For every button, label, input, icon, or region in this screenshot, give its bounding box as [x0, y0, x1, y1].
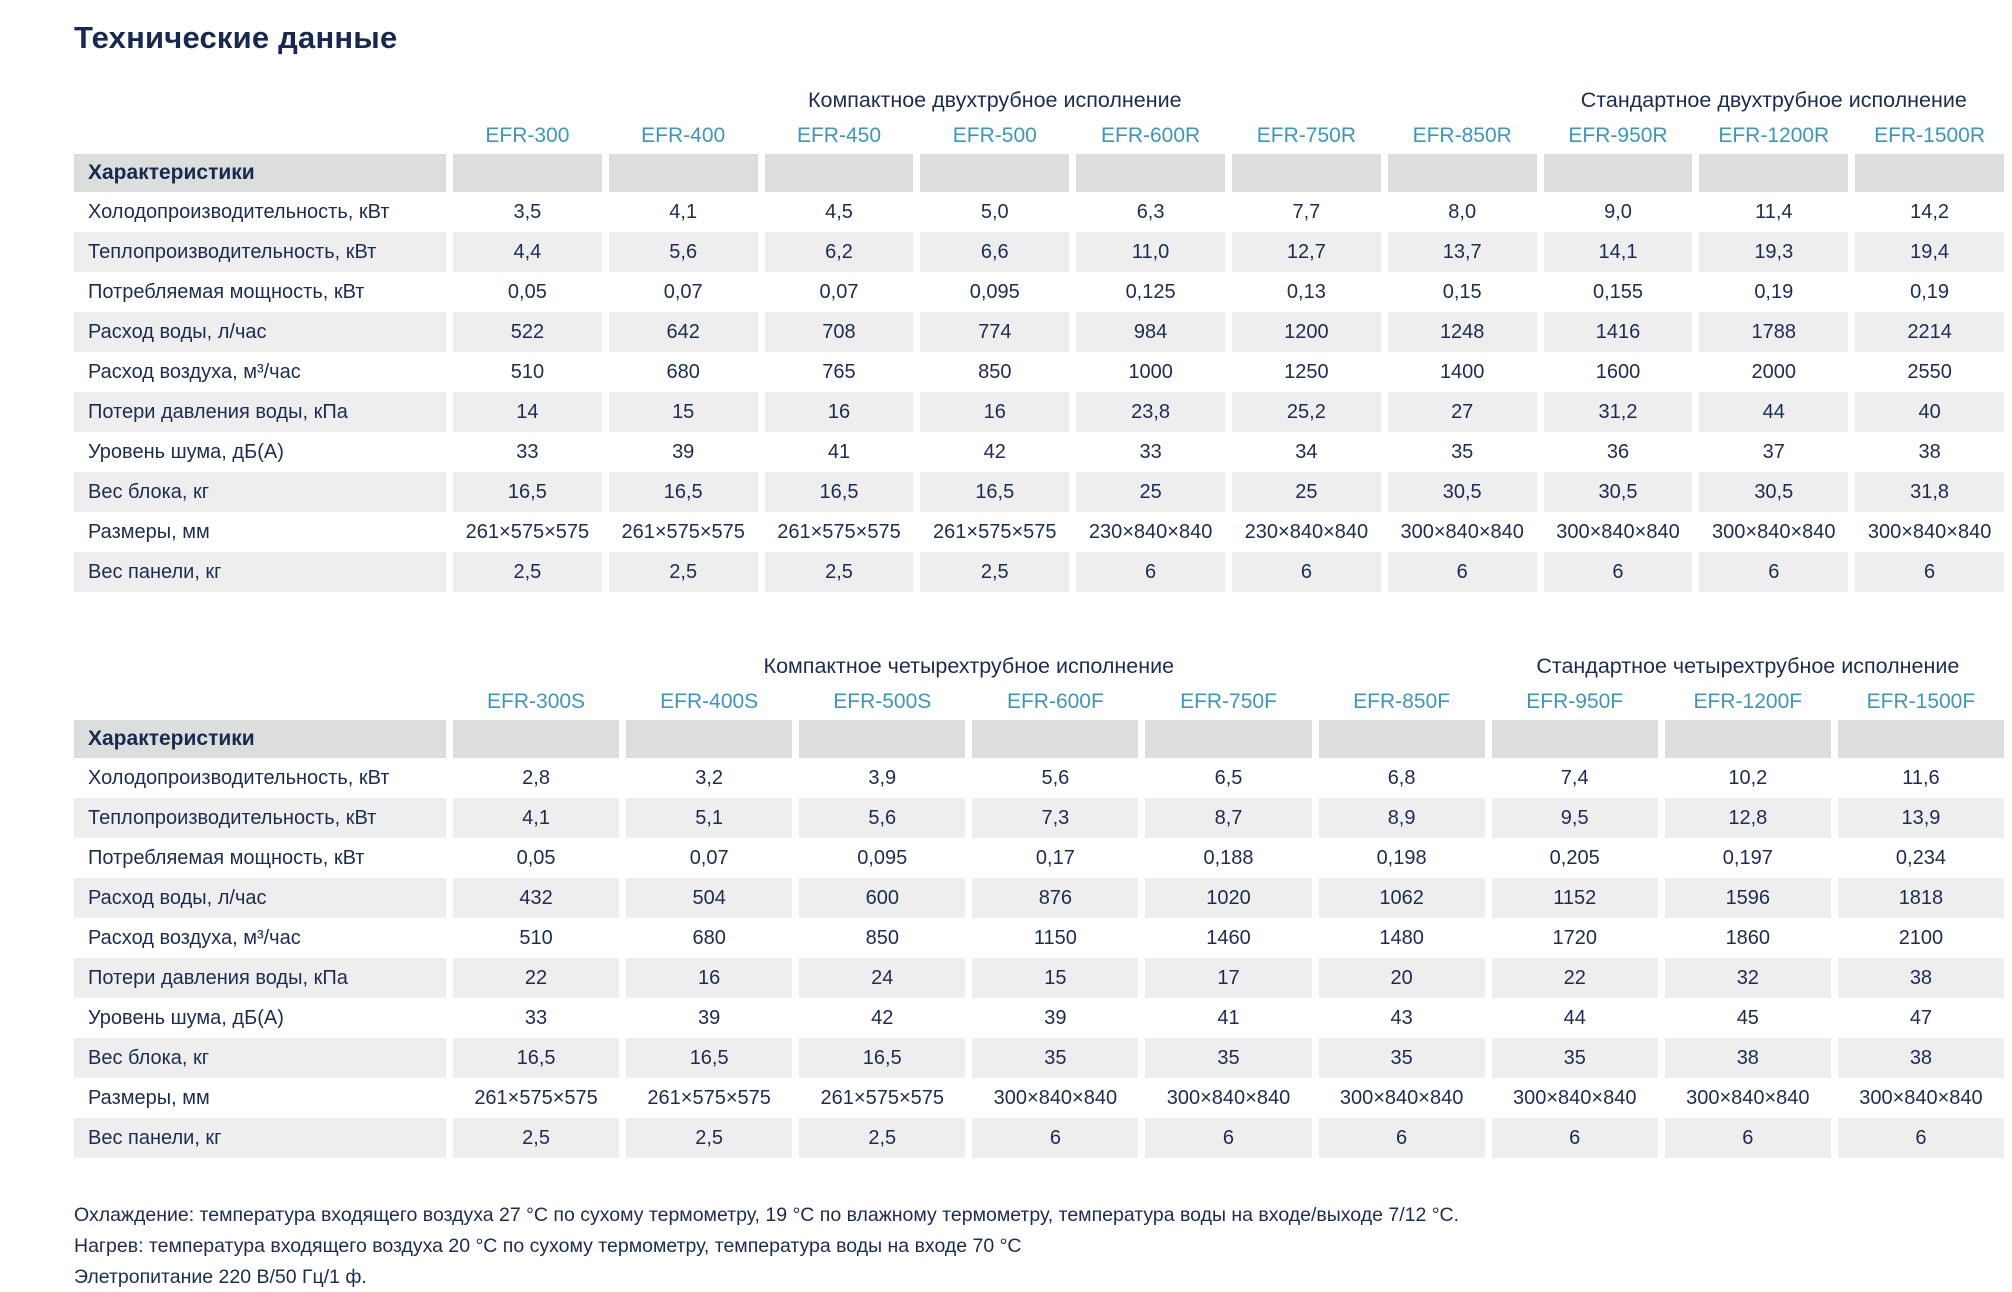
- group-header: Стандартное двухтрубное исполнение: [1580, 87, 1967, 112]
- model-header: EFR-300: [485, 124, 570, 147]
- value-cell: 40: [1855, 392, 2004, 432]
- model-header: EFR-500S: [833, 690, 932, 713]
- header-cell: [765, 154, 914, 192]
- header-cell: [799, 720, 965, 758]
- value-cell: 0,19: [1910, 280, 1950, 303]
- value-cell: 1788: [1699, 312, 1848, 352]
- value-cell: 6: [1838, 1118, 2004, 1158]
- row-label: Вес панели, кг: [74, 1118, 446, 1158]
- value-cell: 44: [1699, 392, 1848, 432]
- value-cell: 261×575×575: [820, 1086, 944, 1109]
- value-cell: 38: [1918, 440, 1941, 463]
- model-header: EFR-1500R: [1874, 124, 1986, 147]
- model-header: EFR-600F: [1006, 690, 1104, 713]
- value-cell: 0,188: [1203, 846, 1254, 869]
- value-cell: 850: [978, 360, 1012, 383]
- row-label: Уровень шума, дБ(А): [88, 1006, 284, 1029]
- value-cell: 22: [1492, 958, 1658, 998]
- value-cell: 14,2: [1910, 200, 1950, 223]
- header-cell: [609, 154, 758, 192]
- value-cell: 300×840×840: [1400, 520, 1524, 543]
- characteristics-header: Характеристики: [74, 154, 446, 192]
- value-cell: 33: [516, 440, 539, 463]
- row-label: Потребляемая мощность, кВт: [88, 846, 365, 869]
- row-label: Потери давления воды, кПа: [74, 958, 446, 998]
- value-cell: 27: [1388, 392, 1537, 432]
- header-cell: [972, 720, 1138, 758]
- value-cell: 43: [1390, 1006, 1413, 1029]
- value-cell: 504: [626, 878, 792, 918]
- header-cell: [1388, 154, 1537, 192]
- value-cell: 6,2: [765, 232, 914, 272]
- value-cell: 12,7: [1232, 232, 1381, 272]
- value-cell: 14: [453, 392, 602, 432]
- header-cell: [1838, 720, 2004, 758]
- value-cell: 8,7: [1145, 798, 1311, 838]
- value-cell: 1600: [1595, 360, 1641, 383]
- value-cell: 41: [1217, 1006, 1240, 1029]
- value-cell: 0,13: [1286, 280, 1326, 303]
- header-cell: [1232, 154, 1381, 192]
- row-label: Размеры, мм: [88, 520, 210, 543]
- value-cell: 12,8: [1665, 798, 1831, 838]
- value-cell: 6: [1544, 552, 1693, 592]
- model-header: EFR-1200F: [1693, 690, 1803, 713]
- footnote-cooling: Охлаждение: температура входящего воздуха 27 °С по сухому термометру, 19 °С по влажному термометру, температура воды на входе/выходе 7/12 °С.: [74, 1204, 1460, 1226]
- model-header: EFR-950F: [1526, 690, 1624, 713]
- row-label: Теплопроизводительность, кВт: [74, 798, 446, 838]
- value-cell: 1150: [1033, 926, 1077, 949]
- value-cell: 261×575×575: [933, 520, 1057, 543]
- value-cell: 2100: [1898, 926, 1944, 949]
- value-cell: 19,3: [1699, 232, 1848, 272]
- value-cell: 2550: [1907, 360, 1952, 383]
- value-cell: 300×840×840: [1339, 1086, 1464, 1109]
- footnote-heating: Нагрев: температура входящего воздуха 20 °С по сухому термометру, температура воды на входе 70 °С: [74, 1235, 1022, 1257]
- model-header: EFR-400: [641, 124, 726, 147]
- value-cell: 15: [972, 958, 1138, 998]
- value-cell: 16: [765, 392, 914, 432]
- value-cell: 6: [1145, 1118, 1311, 1158]
- row-label: Вес блока, кг: [74, 472, 446, 512]
- row-label: Уровень шума, дБ(А): [88, 440, 284, 463]
- value-cell: 16: [626, 958, 792, 998]
- value-cell: 45: [1736, 1006, 1759, 1029]
- row-label: Расход воды, л/час: [74, 312, 446, 352]
- value-cell: 2,5: [799, 1118, 965, 1158]
- value-cell: 6: [1492, 1118, 1658, 1158]
- value-cell: 23,8: [1076, 392, 1225, 432]
- value-cell: 6: [1232, 552, 1381, 592]
- row-label: Теплопроизводительность, кВт: [74, 232, 446, 272]
- value-cell: 1720: [1552, 926, 1597, 949]
- value-cell: 1152: [1492, 878, 1658, 918]
- value-cell: 3,5: [513, 200, 542, 223]
- model-header: EFR-850R: [1412, 124, 1512, 147]
- value-cell: 39: [672, 440, 695, 463]
- value-cell: 680: [692, 926, 726, 949]
- model-header: EFR-450: [796, 124, 881, 147]
- value-cell: 34: [1295, 440, 1318, 463]
- value-cell: 1860: [1725, 926, 1771, 949]
- value-cell: 30,5: [1699, 472, 1848, 512]
- header-cell: [1544, 154, 1693, 192]
- value-cell: 10,2: [1728, 766, 1768, 789]
- value-cell: 30,5: [1388, 472, 1537, 512]
- value-cell: 44: [1563, 1006, 1586, 1029]
- value-cell: 42: [983, 440, 1006, 463]
- group-header: Компактное двухтрубное исполнение: [807, 87, 1182, 112]
- value-cell: 230×840×840: [1244, 520, 1369, 543]
- row-label: Расход воздуха, м³/час: [88, 360, 301, 383]
- value-cell: 8,9: [1319, 798, 1485, 838]
- value-cell: 39: [698, 1006, 721, 1029]
- value-cell: 1596: [1665, 878, 1831, 918]
- header-cell: [920, 154, 1069, 192]
- value-cell: 4,1: [669, 200, 698, 223]
- row-label: Размеры, мм: [88, 1086, 210, 1109]
- value-cell: 6,5: [1214, 766, 1243, 789]
- value-cell: 2,5: [626, 1118, 792, 1158]
- value-cell: 1460: [1206, 926, 1251, 949]
- row-label: Потребляемая мощность, кВт: [88, 280, 365, 303]
- value-cell: 774: [920, 312, 1069, 352]
- value-cell: 41: [827, 440, 851, 463]
- value-cell: 5,0: [980, 200, 1009, 223]
- value-cell: 2,8: [522, 766, 550, 789]
- model-header: EFR-300S: [487, 690, 586, 713]
- value-cell: 2214: [1855, 312, 2004, 352]
- value-cell: 39: [1044, 1006, 1067, 1029]
- value-cell: 0,095: [857, 846, 908, 869]
- two-pipe-table: [74, 82, 2004, 592]
- value-cell: 35: [1492, 1038, 1658, 1078]
- value-cell: 0,15: [1442, 280, 1482, 303]
- value-cell: 4,4: [453, 232, 602, 272]
- row-label: Вес панели, кг: [74, 552, 446, 592]
- value-cell: 680: [666, 360, 700, 383]
- row-label: Расход воды, л/час: [74, 878, 446, 918]
- value-cell: 16,5: [626, 1038, 792, 1078]
- value-cell: 16,5: [453, 472, 602, 512]
- value-cell: 3,9: [868, 766, 897, 789]
- value-cell: 765: [822, 360, 856, 383]
- value-cell: 261×575×575: [777, 520, 901, 543]
- value-cell: 1818: [1838, 878, 2004, 918]
- value-cell: 5,6: [1041, 766, 1070, 789]
- row-label: Расход воздуха, м³/час: [88, 926, 301, 949]
- header-cell: [1699, 154, 1848, 192]
- value-cell: 2,5: [920, 552, 1069, 592]
- value-cell: 0,095: [969, 280, 1020, 303]
- value-cell: 32: [1665, 958, 1831, 998]
- row-label: Холодопроизводительность, кВт: [88, 766, 390, 789]
- value-cell: 47: [1909, 1006, 1933, 1029]
- value-cell: 850: [865, 926, 899, 949]
- value-cell: 2,5: [453, 1118, 619, 1158]
- value-cell: 261×575×575: [647, 1086, 771, 1109]
- value-cell: 6: [1699, 552, 1848, 592]
- value-cell: 5,6: [609, 232, 758, 272]
- page-title: Технические данные: [74, 20, 398, 55]
- value-cell: 17: [1145, 958, 1311, 998]
- value-cell: 15: [609, 392, 758, 432]
- value-cell: 1000: [1128, 360, 1173, 383]
- value-cell: 25: [1076, 472, 1225, 512]
- value-cell: 6: [1665, 1118, 1831, 1158]
- value-cell: 0,17: [1035, 846, 1075, 869]
- value-cell: 0,05: [507, 280, 547, 303]
- value-cell: 2,5: [765, 552, 914, 592]
- model-header: EFR-1500F: [1866, 690, 1976, 713]
- value-cell: 30,5: [1544, 472, 1693, 512]
- header-cell: [1076, 154, 1225, 192]
- value-cell: 11,6: [1902, 766, 1940, 789]
- four-pipe-table: [74, 648, 2004, 1158]
- value-cell: 0,07: [819, 280, 859, 303]
- value-cell: 984: [1076, 312, 1225, 352]
- value-cell: 1020: [1145, 878, 1311, 918]
- model-header: EFR-950R: [1568, 124, 1668, 147]
- value-cell: 300×840×840: [1166, 1086, 1291, 1109]
- value-cell: 300×840×840: [1512, 1086, 1637, 1109]
- value-cell: 35: [972, 1038, 1138, 1078]
- value-cell: 0,155: [1592, 280, 1644, 303]
- model-header: EFR-400S: [660, 690, 759, 713]
- value-cell: 6,3: [1136, 200, 1165, 223]
- value-cell: 9,0: [1604, 200, 1632, 223]
- value-cell: 33: [1139, 440, 1162, 463]
- value-cell: 16,5: [799, 1038, 965, 1078]
- value-cell: 37: [1762, 440, 1785, 463]
- model-header: EFR-600R: [1100, 124, 1201, 147]
- footnote-power-supply: Элетропитание 220 В/50 Гц/1 ф.: [74, 1266, 367, 1288]
- value-cell: 300×840×840: [1859, 1086, 1983, 1109]
- value-cell: 510: [519, 926, 553, 949]
- value-cell: 33: [524, 1006, 548, 1029]
- value-cell: 1062: [1319, 878, 1485, 918]
- value-cell: 0,205: [1549, 846, 1600, 869]
- group-header: Компактное четырехтрубное исполнение: [763, 653, 1175, 678]
- value-cell: 0,19: [1754, 280, 1794, 303]
- row-label: Потери давления воды, кПа: [74, 392, 446, 432]
- header-cell: [1319, 720, 1485, 758]
- value-cell: 31,2: [1544, 392, 1693, 432]
- header-cell: [1145, 720, 1311, 758]
- row-label: Вес блока, кг: [74, 1038, 446, 1078]
- value-cell: 300×840×840: [1686, 1086, 1810, 1109]
- value-cell: 1480: [1379, 926, 1424, 949]
- value-cell: 300×840×840: [993, 1086, 1118, 1109]
- group-header: Стандартное четырехтрубное исполнение: [1536, 653, 1960, 678]
- value-cell: 9,5: [1492, 798, 1658, 838]
- value-cell: 31,8: [1855, 472, 2004, 512]
- row-label: Холодопроизводительность, кВт: [88, 200, 390, 223]
- model-header: EFR-1200R: [1718, 124, 1830, 147]
- value-cell: 0,07: [663, 280, 703, 303]
- value-cell: 16,5: [609, 472, 758, 512]
- value-cell: 261×575×575: [474, 1086, 598, 1109]
- value-cell: 19,4: [1855, 232, 2004, 272]
- value-cell: 876: [972, 878, 1138, 918]
- header-cell: [1492, 720, 1658, 758]
- value-cell: 6: [972, 1118, 1138, 1158]
- model-header: EFR-750F: [1180, 690, 1277, 713]
- value-cell: 6: [1319, 1118, 1485, 1158]
- header-cell: [453, 154, 602, 192]
- value-cell: 600: [799, 878, 965, 918]
- value-cell: 38: [1838, 1038, 2004, 1078]
- value-cell: 0,198: [1376, 846, 1427, 869]
- value-cell: 35: [1319, 1038, 1485, 1078]
- value-cell: 6,6: [920, 232, 1069, 272]
- value-cell: 42: [871, 1006, 894, 1029]
- value-cell: 708: [765, 312, 914, 352]
- value-cell: 0,197: [1722, 846, 1773, 869]
- footnotes: [74, 1204, 2002, 1288]
- value-cell: 0,07: [689, 846, 729, 869]
- value-cell: 432: [453, 878, 619, 918]
- characteristics-header: Характеристики: [74, 720, 446, 758]
- value-cell: 3,2: [695, 766, 724, 789]
- value-cell: 300×840×840: [1712, 520, 1836, 543]
- value-cell: 16,5: [453, 1038, 619, 1078]
- header-cell: [626, 720, 792, 758]
- value-cell: 35: [1451, 440, 1474, 463]
- value-cell: 7,4: [1560, 766, 1589, 789]
- value-cell: 6: [1855, 552, 2004, 592]
- value-cell: 16: [920, 392, 1069, 432]
- value-cell: 1416: [1544, 312, 1693, 352]
- value-cell: 261×575×575: [465, 520, 590, 543]
- value-cell: 4,5: [825, 200, 853, 223]
- value-cell: 6,8: [1387, 766, 1416, 789]
- value-cell: 36: [1606, 440, 1630, 463]
- header-cell: [1855, 154, 2004, 192]
- header-cell: [1665, 720, 1831, 758]
- value-cell: 0,125: [1125, 280, 1176, 303]
- value-cell: 261×575×575: [621, 520, 745, 543]
- value-cell: 16,5: [765, 472, 914, 512]
- value-cell: 7,7: [1292, 200, 1321, 223]
- value-cell: 8,0: [1448, 200, 1477, 223]
- value-cell: 5,1: [626, 798, 792, 838]
- value-cell: 25: [1232, 472, 1381, 512]
- value-cell: 11,0: [1076, 232, 1225, 272]
- value-cell: 14,1: [1544, 232, 1693, 272]
- model-header: EFR-500: [952, 124, 1037, 147]
- value-cell: 22: [453, 958, 619, 998]
- value-cell: 230×840×840: [1088, 520, 1213, 543]
- value-cell: 20: [1319, 958, 1485, 998]
- value-cell: 522: [453, 312, 602, 352]
- value-cell: 24: [799, 958, 965, 998]
- value-cell: 38: [1665, 1038, 1831, 1078]
- value-cell: 0,05: [516, 846, 556, 869]
- value-cell: 6: [1388, 552, 1537, 592]
- value-cell: 25,2: [1232, 392, 1381, 432]
- model-header: EFR-850F: [1353, 690, 1451, 713]
- value-cell: 2,5: [609, 552, 758, 592]
- value-cell: 11,4: [1755, 200, 1793, 223]
- model-header: EFR-750R: [1256, 124, 1356, 147]
- value-cell: 1248: [1388, 312, 1537, 352]
- value-cell: 300×840×840: [1867, 520, 1992, 543]
- value-cell: 13,7: [1388, 232, 1537, 272]
- value-cell: 2000: [1751, 360, 1797, 383]
- value-cell: 5,6: [799, 798, 965, 838]
- value-cell: 4,1: [453, 798, 619, 838]
- value-cell: 1250: [1284, 360, 1329, 383]
- value-cell: 7,3: [972, 798, 1138, 838]
- value-cell: 0,234: [1895, 846, 1946, 869]
- value-cell: 13,9: [1838, 798, 2004, 838]
- value-cell: 1200: [1232, 312, 1381, 352]
- value-cell: 6: [1076, 552, 1225, 592]
- value-cell: 35: [1145, 1038, 1311, 1078]
- value-cell: 1400: [1439, 360, 1485, 383]
- value-cell: 2,5: [453, 552, 602, 592]
- value-cell: 642: [609, 312, 758, 352]
- header-cell: [453, 720, 619, 758]
- value-cell: 510: [510, 360, 545, 383]
- value-cell: 16,5: [920, 472, 1069, 512]
- value-cell: 38: [1838, 958, 2004, 998]
- value-cell: 300×840×840: [1556, 520, 1680, 543]
